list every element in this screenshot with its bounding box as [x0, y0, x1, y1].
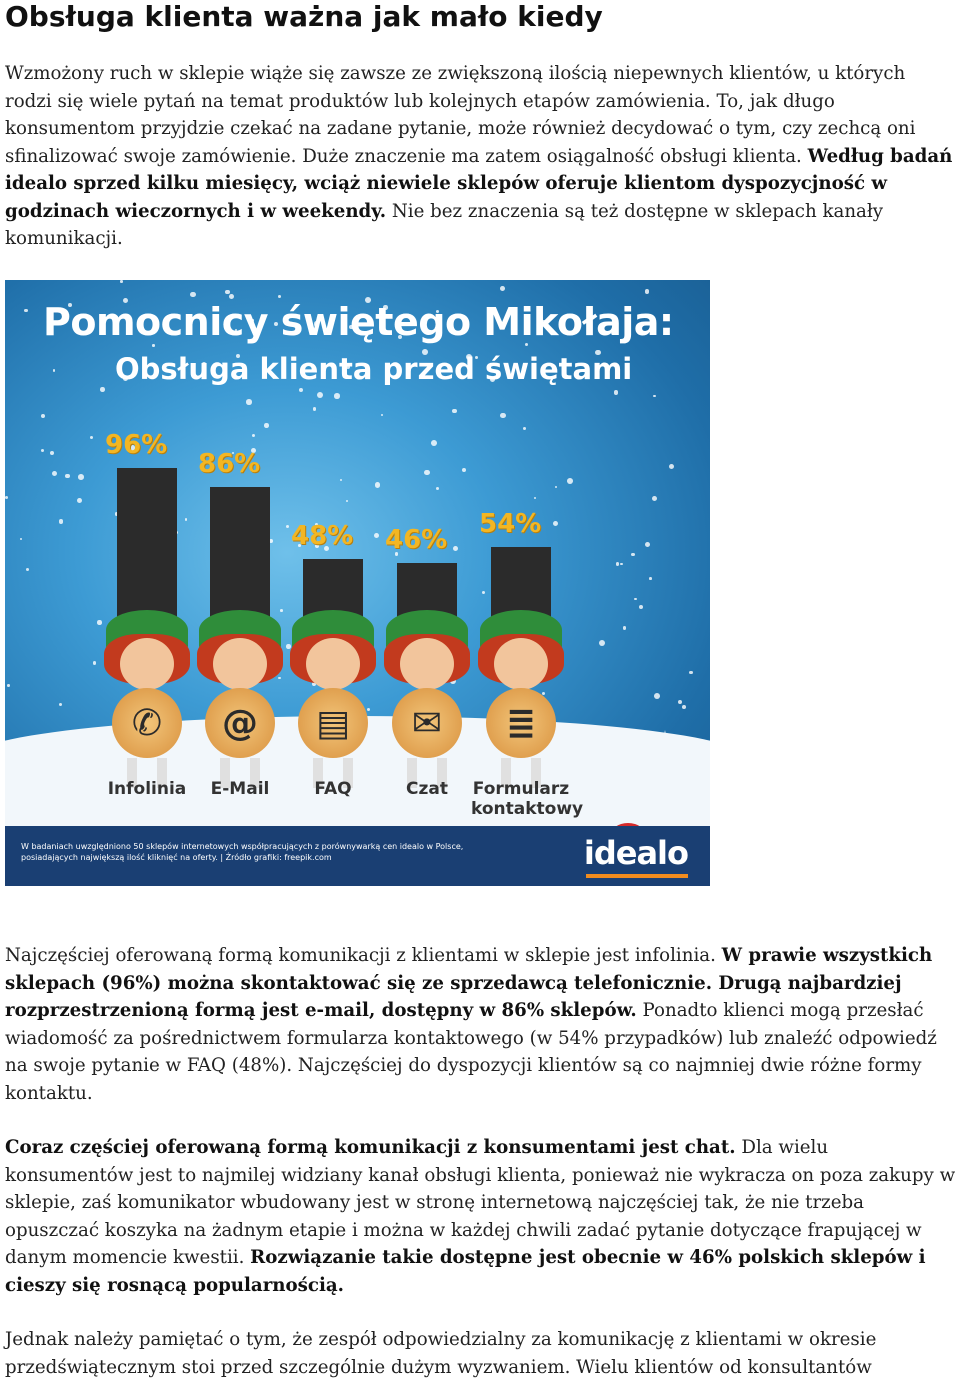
- channels-paragraph: [5, 942, 957, 1107]
- category-label: E-Mail: [210, 779, 270, 799]
- bar-value-label: 86%: [198, 448, 261, 479]
- faq-icon: ▤: [298, 688, 368, 758]
- chat-bold-text-2: Rozwiązanie takie dostępne jest obecnie w 46% polskich sklepów i cieszy się rosnącą popularnością.: [5, 1247, 926, 1296]
- snowflake: [190, 292, 196, 298]
- elf-figure: [193, 610, 287, 750]
- channels-tail-text: Ponadto klienci mogą przesłać wiadomość za pośrednictwem formularza kontaktowego (w 54% przypadków) lub znaleźć odpowiedź na swoje pytanie w FAQ (48%). Najczęściej do dyspozycji klientów są co najmniej dwie różne formy kontaktu.: [5, 1000, 937, 1104]
- snowflake: [649, 577, 652, 580]
- snowflake: [634, 598, 636, 600]
- snowflake: [652, 496, 657, 501]
- snowflake: [229, 294, 234, 299]
- snowflake: [500, 413, 505, 418]
- snowflake: [678, 700, 683, 705]
- snowflake: [41, 414, 45, 418]
- snowflake: [631, 553, 635, 557]
- elf-figure: [286, 610, 380, 750]
- snowflake: [77, 498, 82, 503]
- snowflake: [436, 487, 439, 490]
- infographic: [5, 280, 710, 886]
- snowflake: [78, 474, 84, 480]
- snowflake: [7, 684, 10, 687]
- snowflake: [24, 309, 27, 312]
- elf-figure: [380, 610, 474, 750]
- elf-figure: [474, 610, 568, 750]
- snowflake: [313, 407, 317, 411]
- elf-figure: [100, 610, 194, 750]
- logo-underline: [586, 874, 688, 878]
- snowflake: [482, 591, 486, 595]
- snowflake: [639, 605, 643, 609]
- infographic-subtitle: Obsługa klienta przed świętami: [115, 352, 633, 386]
- snowflake: [299, 388, 303, 392]
- bar-value-label: 96%: [105, 429, 168, 460]
- snowflake: [599, 640, 605, 646]
- snowflake: [616, 562, 620, 566]
- snowflake: [246, 399, 252, 405]
- snowflake: [50, 451, 54, 455]
- snowflake: [623, 626, 627, 630]
- infographic-title: Pomocnicy świętego Mikołaja:: [43, 300, 674, 344]
- snowflake: [59, 703, 62, 706]
- snowflake: [52, 471, 57, 476]
- snowflake: [614, 390, 619, 395]
- snowflake: [374, 533, 379, 538]
- channels-text: Najczęściej oferowaną formą komunikacji z klientami w sklepie jest infolinia.: [5, 945, 722, 966]
- intro-bold-text: Według badań idealo sprzed kilku miesięcy, wciąż niewiele sklepów oferuje klientom dyspozycjność w godzinach wieczornych i w weekendy.: [5, 145, 953, 222]
- snowflake: [41, 449, 44, 452]
- article-heading: Obsługa klienta ważna jak mało kiedy: [5, 0, 603, 33]
- snowflake: [534, 497, 536, 499]
- chat-text: Dla wielu konsumentów jest to najmilej widziany kanał obsługi klienta, ponieważ nie wykracza on poza zakupy w sklepie, zaś komunikator wbudowany jest w stronę internetową najczęściej tak, że nie trzeba opuszczać koszyka na żadnym etapie i można w każdej chwili zadać pytanie dotyczące frapującej w danym momencie kwestii.: [5, 1137, 956, 1268]
- snowflake: [523, 427, 526, 430]
- snowflake: [152, 344, 154, 346]
- snowflake: [500, 286, 505, 291]
- closing-paragraph: [5, 1326, 957, 1381]
- chat-icon: ✉: [392, 688, 462, 758]
- snowflake: [645, 289, 649, 293]
- snowflake: [567, 478, 573, 484]
- snowflake: [278, 295, 281, 298]
- intro-text: Wzmożony ruch w sklepie wiąże się zawsze ze zwiększoną ilością niepewnych klientów, u których rodzi się wiele pytań na temat produktów lub kolejnych etapów zamówienia. To, jak długo konsumentom przyjdzie czekać na zadane pytanie, może również decydować o tym, czy zechcą oni sfinalizować swoje zamówienie. Duże znaczenie ma zatem osiągalność obsługi klienta.: [5, 63, 916, 167]
- form-icon: ≣: [486, 688, 556, 758]
- infographic-footer: [5, 826, 710, 886]
- snowflake: [346, 500, 348, 502]
- channels-bold-text: W prawie wszystkich sklepach (96%) można skontaktować się ze sprzedawcą telefonicznie. Drugą najbardziej rozprzestrzenioną formą jest e-mail, dostępny w 86% sklepów.: [5, 945, 933, 1021]
- snowflake: [59, 519, 64, 524]
- infographic-footnote: W badaniach uwzględniono 50 sklepów internetowych współpracujących z porównywarką cen idealo w Polsce, posiadających największą ilość kliknięć na oferty. | Źródło grafiki: freepik.com: [21, 842, 464, 862]
- snowflake: [555, 486, 557, 488]
- snowflake: [452, 409, 457, 414]
- snowflake: [669, 464, 675, 470]
- intro-tail-text: Nie bez znaczenia są też dostępne w sklepach kanały komunikacji.: [5, 200, 884, 249]
- chat-bold-text: Coraz częściej oferowaną formą komunikacji z konsumentami jest chat.: [5, 1137, 736, 1158]
- bar-value-label: 48%: [291, 520, 354, 551]
- phone-icon: ✆: [112, 688, 182, 758]
- snowflake: [462, 468, 466, 472]
- bar-value-label: 54%: [479, 509, 542, 540]
- snowflake: [93, 661, 97, 665]
- category-label: Infolinia: [107, 779, 187, 799]
- snowflake: [100, 387, 105, 392]
- snowflake: [185, 518, 187, 520]
- category-label: FAQ: [314, 779, 352, 799]
- snowflake: [65, 474, 69, 478]
- snowflake: [682, 705, 686, 709]
- chat-paragraph: [5, 1134, 957, 1299]
- idealo-logo: idealo: [583, 834, 688, 872]
- snowflake: [53, 369, 55, 371]
- snowflake: [317, 392, 323, 398]
- snowflake: [340, 479, 342, 481]
- at-icon: @: [205, 688, 275, 758]
- snowflake: [654, 693, 660, 699]
- snowflake: [381, 414, 383, 416]
- snowflake: [26, 568, 29, 571]
- intro-paragraph: [5, 60, 957, 253]
- closing-text: Jednak należy pamiętać o tym, że zespół odpowiedzialny za komunikację z klientami w okresie przedświątecznym stoi przed szczególnie dużym wyzwaniem. Wielu klientów od konsultantów: [5, 1329, 877, 1378]
- snowflake: [453, 546, 458, 551]
- snowflake: [431, 440, 437, 446]
- snowflake: [264, 423, 269, 428]
- snowflake: [252, 434, 255, 437]
- category-label: Czat: [406, 779, 448, 799]
- snowflake: [620, 563, 622, 565]
- snowflake: [120, 280, 123, 283]
- snowflake: [90, 436, 93, 439]
- snowflake: [334, 393, 340, 399]
- snowflake: [553, 521, 558, 526]
- snowflake: [5, 496, 8, 499]
- snowflake: [645, 542, 650, 547]
- snowflake: [286, 525, 289, 528]
- snowflake: [20, 538, 22, 540]
- snowflake: [689, 671, 692, 674]
- snowflake: [375, 482, 381, 488]
- category-label: Formularz kontaktowy: [471, 779, 584, 819]
- snowflake: [424, 470, 430, 476]
- snowflake: [653, 395, 655, 397]
- bar-value-label: 46%: [385, 524, 448, 555]
